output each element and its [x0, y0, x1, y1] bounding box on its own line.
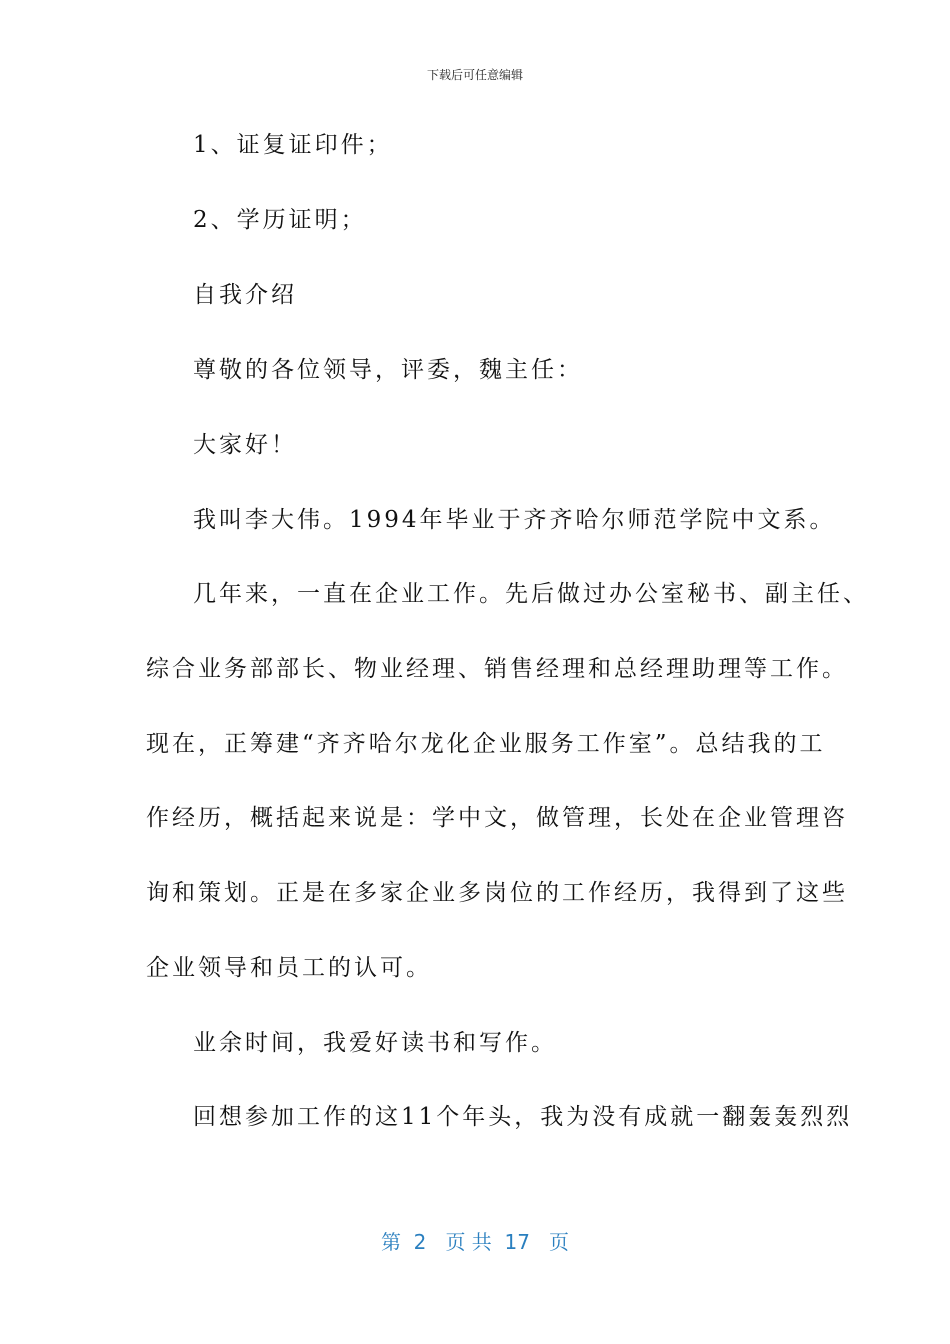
page-number: 第 2 页 共 17 页: [380, 1230, 570, 1254]
text-line: 综合业务部部长、物业经理、销售经理和总经理助理等工作。: [146, 656, 848, 682]
text-line: 尊敬的各位领导，评委，魏主任：: [193, 357, 583, 383]
header-note: 下载后可任意编辑: [426, 68, 523, 82]
text-line: 业余时间，我爱好读书和写作。: [193, 1030, 557, 1056]
text-line: 2、学历证明；: [193, 207, 367, 233]
text-line: 企业领导和员工的认可。: [146, 955, 432, 981]
text-line: 几年来，一直在企业工作。先后做过办公室秘书、副主任、: [193, 581, 869, 607]
text-line: 现在，正筹建“齐齐哈尔龙化企业服务工作室”。总结我的工: [146, 731, 826, 757]
text-line: 1、证复证印件；: [193, 132, 393, 158]
text-line: 回想参加工作的这11个年头，我为没有成就一翻轰轰烈烈: [193, 1104, 853, 1130]
text-line: 我叫李大伟。1994年毕业于齐齐哈尔师范学院中文系。: [193, 507, 836, 533]
text-line: 自我介绍: [193, 282, 297, 308]
text-line: 作经历，概括起来说是：学中文，做管理，长处在企业管理咨: [146, 805, 848, 831]
text-line: 询和策划。正是在多家企业多岗位的工作经历，我得到了这些: [146, 880, 848, 906]
text-line: 大家好！: [193, 432, 297, 458]
